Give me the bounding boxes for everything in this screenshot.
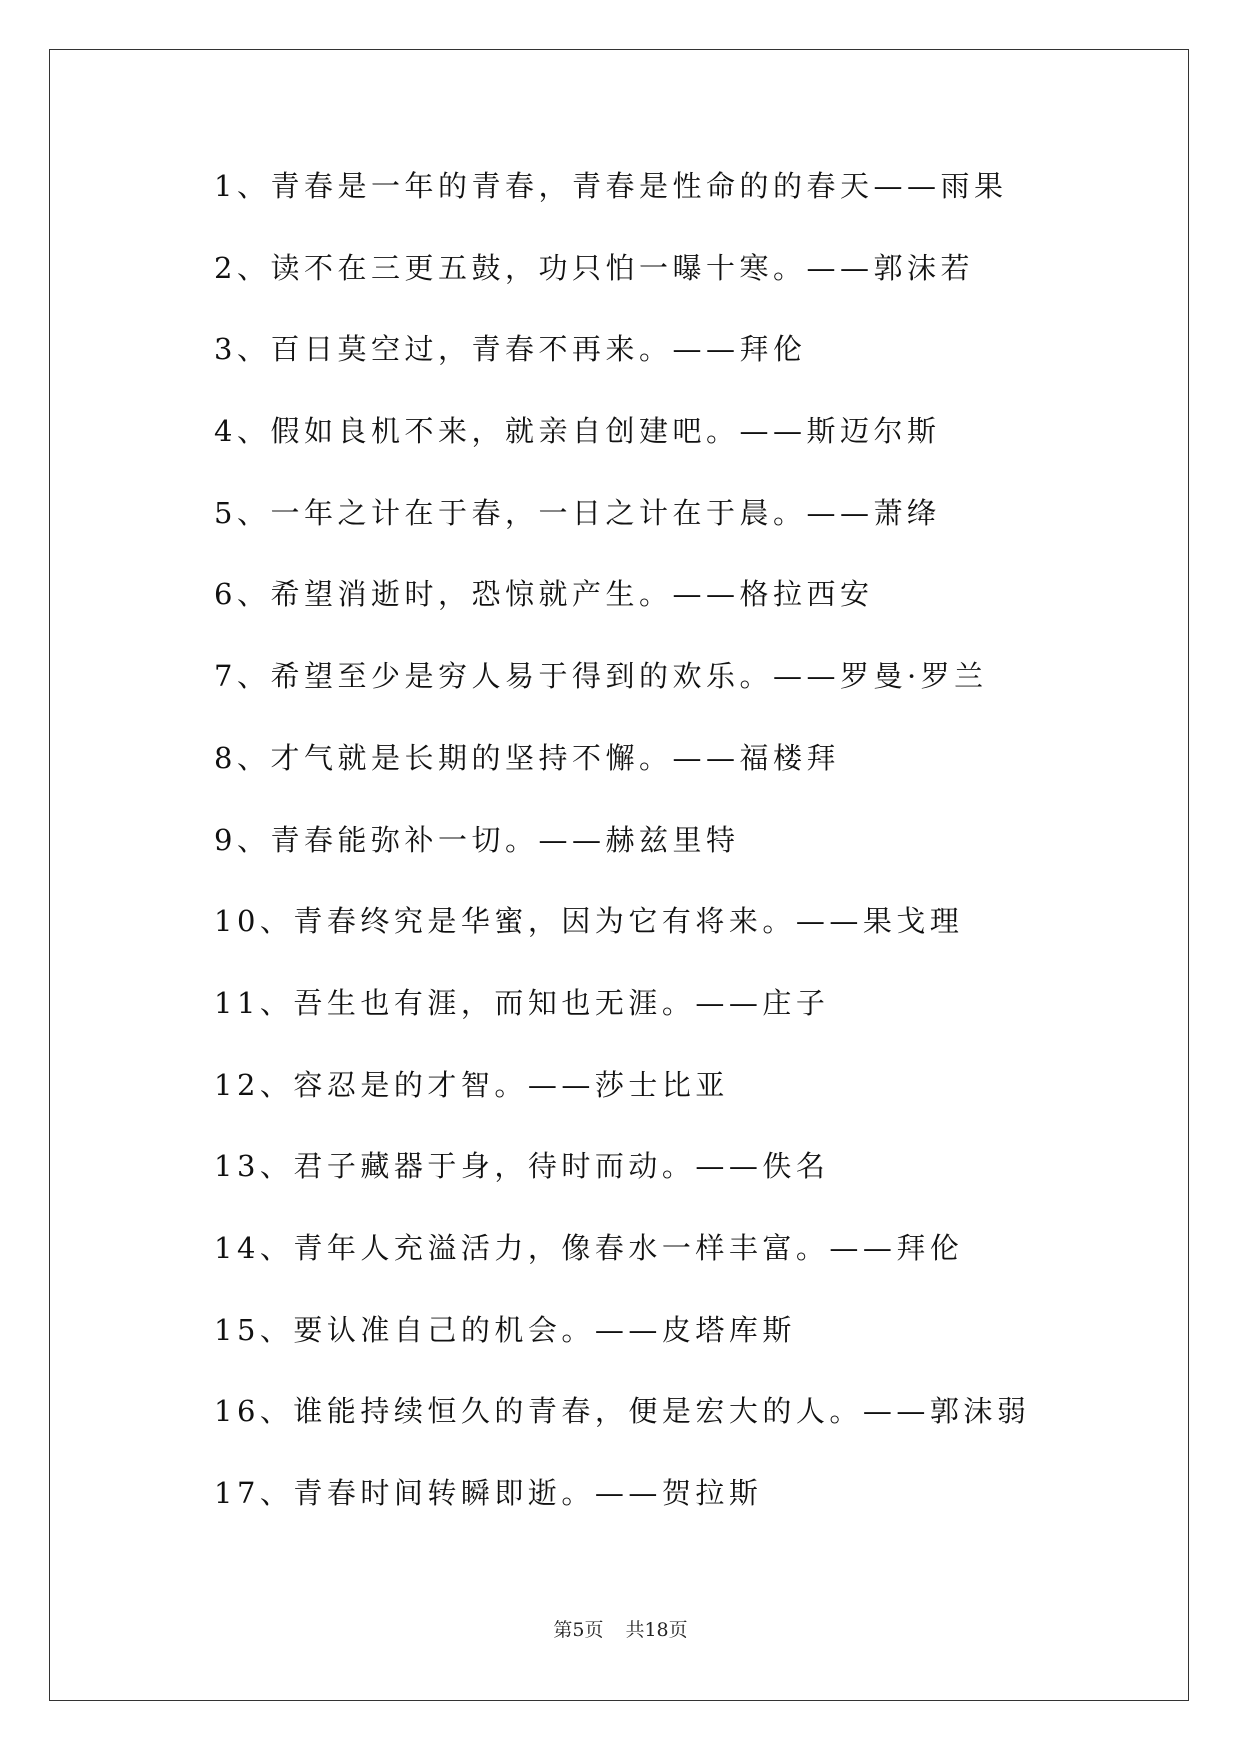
total-page-count: 共18页 — [625, 1619, 688, 1641]
quote-item: 6、希望消逝时，恐惊就产生。——格拉西安 — [214, 577, 874, 612]
quote-item: 1、青春是一年的青春，青春是性命的的春天——雨果 — [214, 169, 1008, 203]
current-page-number: 第5页 — [553, 1619, 604, 1641]
quote-item: 15、要认准自己的机会。——皮塔库斯 — [214, 1312, 796, 1347]
quote-item: 13、君子藏器于身，待时而动。——佚名 — [214, 1149, 830, 1184]
quote-item: 9、青春能弥补一切。——赫兹里特 — [214, 822, 740, 857]
quote-item: 2、读不在三更五鼓，功只怕一曝十寒。——郭沫若 — [214, 250, 974, 285]
quote-item: 8、才气就是长期的坚持不懈。——福楼拜 — [214, 740, 840, 775]
quote-item: 12、容忍是的才智。——莎士比亚 — [214, 1067, 729, 1102]
quote-list — [214, 166, 1030, 1555]
quote-item: 17、青春时间转瞬即逝。——贺拉斯 — [214, 1476, 763, 1510]
quote-item: 16、谁能持续恒久的青春，便是宏大的人。——郭沫弱 — [214, 1394, 1031, 1429]
quote-item: 11、吾生也有涯，而知也无涯。——庄子 — [214, 985, 830, 1020]
quote-item: 3、百日莫空过，青春不再来。——拜伦 — [214, 332, 807, 367]
quote-item: 10、青春终究是华蜜，因为它有将来。——果戈理 — [214, 904, 964, 939]
quote-item: 4、假如良机不来，就亲自创建吧。——斯迈尔斯 — [214, 414, 941, 449]
quote-item: 14、青年人充溢活力，像春水一样丰富。——拜伦 — [214, 1230, 964, 1265]
page-footer — [0, 1618, 1241, 1642]
quote-item: 5、一年之计在于春，一日之计在于晨。——萧绛 — [214, 495, 941, 530]
quote-item: 7、希望至少是穷人易于得到的欢乐。——罗曼·罗兰 — [214, 659, 988, 694]
